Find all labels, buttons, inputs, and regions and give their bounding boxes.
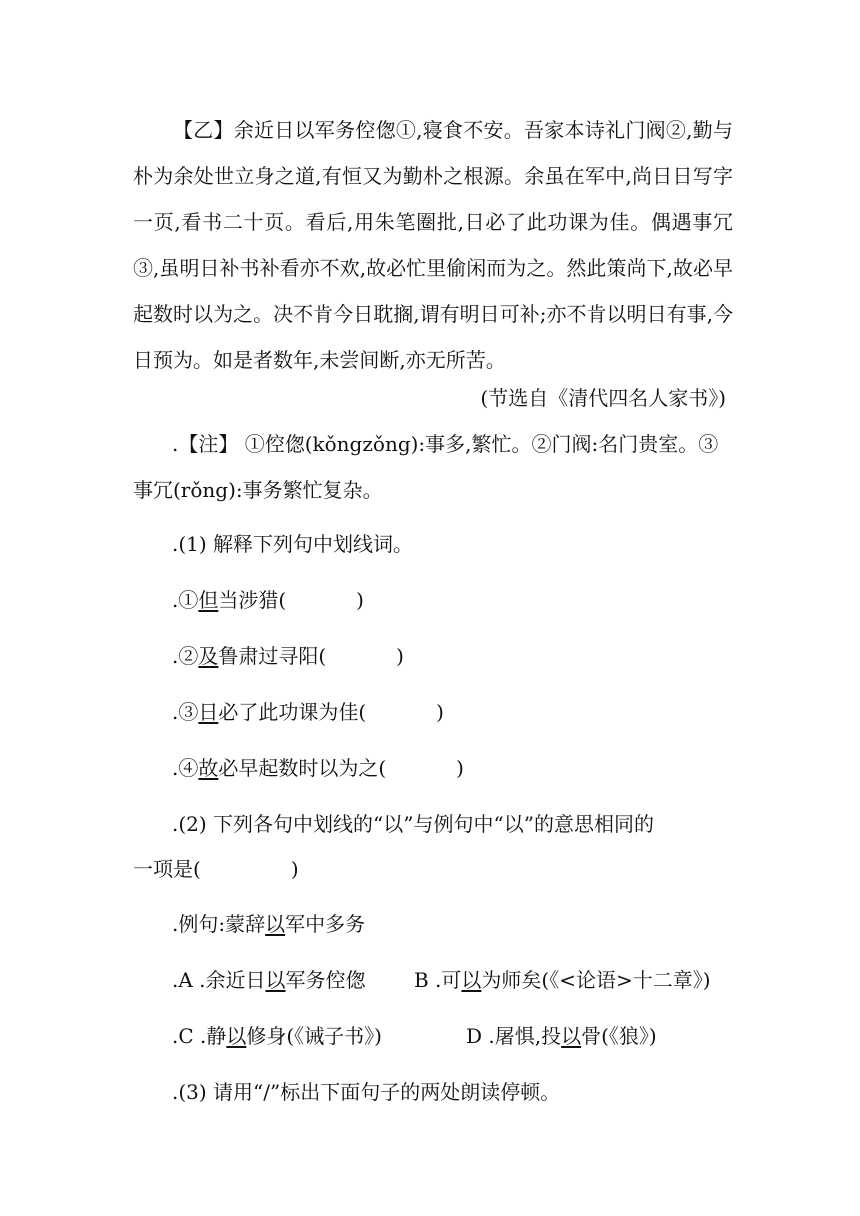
q2-example — [172, 910, 365, 938]
example-text: .例句:蒙辞 — [172, 912, 266, 936]
notes-line-1: .【注】 ①倥偬(kǒngzǒng):事多,繁忙。②门阀:名门贵室。③ — [172, 432, 719, 456]
q1-item-1 — [172, 586, 364, 614]
item-close: ) — [356, 588, 364, 612]
option-text: .A .余近日 — [172, 968, 266, 992]
underlined-word: 以 — [461, 968, 482, 992]
item-prefix: .① — [172, 588, 199, 612]
underlined-word: 以 — [226, 1024, 247, 1048]
q1-item-4 — [172, 754, 464, 782]
item-close: ) — [456, 756, 464, 780]
q1-item-2 — [172, 642, 404, 670]
underlined-word: 及 — [198, 644, 219, 668]
q2-prompt-line-1: .(2) 下列各句中划线的“以”与例句中“以”的意思相同的 — [172, 812, 654, 836]
notes-line-2: 事冗(rǒng):事务繁忙复杂。 — [133, 478, 383, 502]
q2-prompt-close: ) — [290, 857, 299, 881]
item-text: 鲁肃过寻阳( — [218, 644, 327, 668]
q1-item-3 — [172, 698, 444, 726]
option-text: B .可 — [414, 968, 462, 992]
q3-prompt: .(3) 请用“/”标出下面句子的两处朗读停顿。 — [172, 1080, 561, 1104]
underlined-word: 日 — [198, 700, 219, 724]
option-text: 为师矣(《<论语>十二章》) — [481, 968, 711, 992]
item-text: 必早起数时以为之( — [218, 756, 387, 780]
q2-option-d[interactable] — [466, 1022, 657, 1050]
q1-prompt: .(1) 解释下列句中划线词。 — [172, 532, 414, 556]
item-close: ) — [436, 700, 444, 724]
q2-option-a[interactable] — [172, 966, 366, 994]
q2-prompt-line-2 — [133, 855, 299, 883]
q2-option-c[interactable] — [172, 1022, 382, 1050]
example-text: 军中多务 — [285, 912, 366, 936]
item-prefix: .③ — [172, 700, 199, 724]
passage-yi — [133, 107, 733, 383]
item-prefix: .④ — [172, 756, 199, 780]
item-prefix: .② — [172, 644, 199, 668]
option-text: 军务倥偬 — [285, 968, 366, 992]
underlined-word: 以 — [561, 1024, 582, 1048]
underlined-word: 故 — [198, 756, 219, 780]
option-text: .C .静 — [172, 1024, 227, 1048]
q2-prompt-text: 一项是( — [133, 857, 201, 881]
underlined-word: 但 — [198, 588, 219, 612]
option-text: 骨(《狼》) — [581, 1024, 657, 1048]
option-text: D .屠惧,投 — [466, 1024, 562, 1048]
underlined-word: 以 — [265, 968, 286, 992]
underlined-word: 以 — [265, 912, 286, 936]
item-text: 当涉猎( — [218, 588, 287, 612]
passage-label: 【乙】 — [173, 118, 234, 142]
q2-option-b[interactable] — [414, 966, 711, 994]
passage-text: 余近日以军务倥偬①,寝食不安。吾家本诗礼门阀②,勤与朴为余处世立身之道,有恒又为勤朴之根源。余虽在军中,尚日日写字一页,看书二十页。看后,用朱笔圈批,日必了此功课为佳。偶遇事冗③,虽明日补书补看亦不欢,故必忙里偷闲而为之。然此策尚下,故必早起数时以为之。决不肯今日耽搁,谓有明日可补;亦不肯以明日有事,今日预为。如是者数年,未尝间断,亦无所苦。 — [133, 118, 733, 372]
passage-source: (节选自《清代四名人家书》) — [480, 386, 726, 410]
item-text: 必了此功课为佳( — [218, 700, 367, 724]
item-close: ) — [396, 644, 404, 668]
option-text: 修身(《诫子书》) — [246, 1024, 382, 1048]
